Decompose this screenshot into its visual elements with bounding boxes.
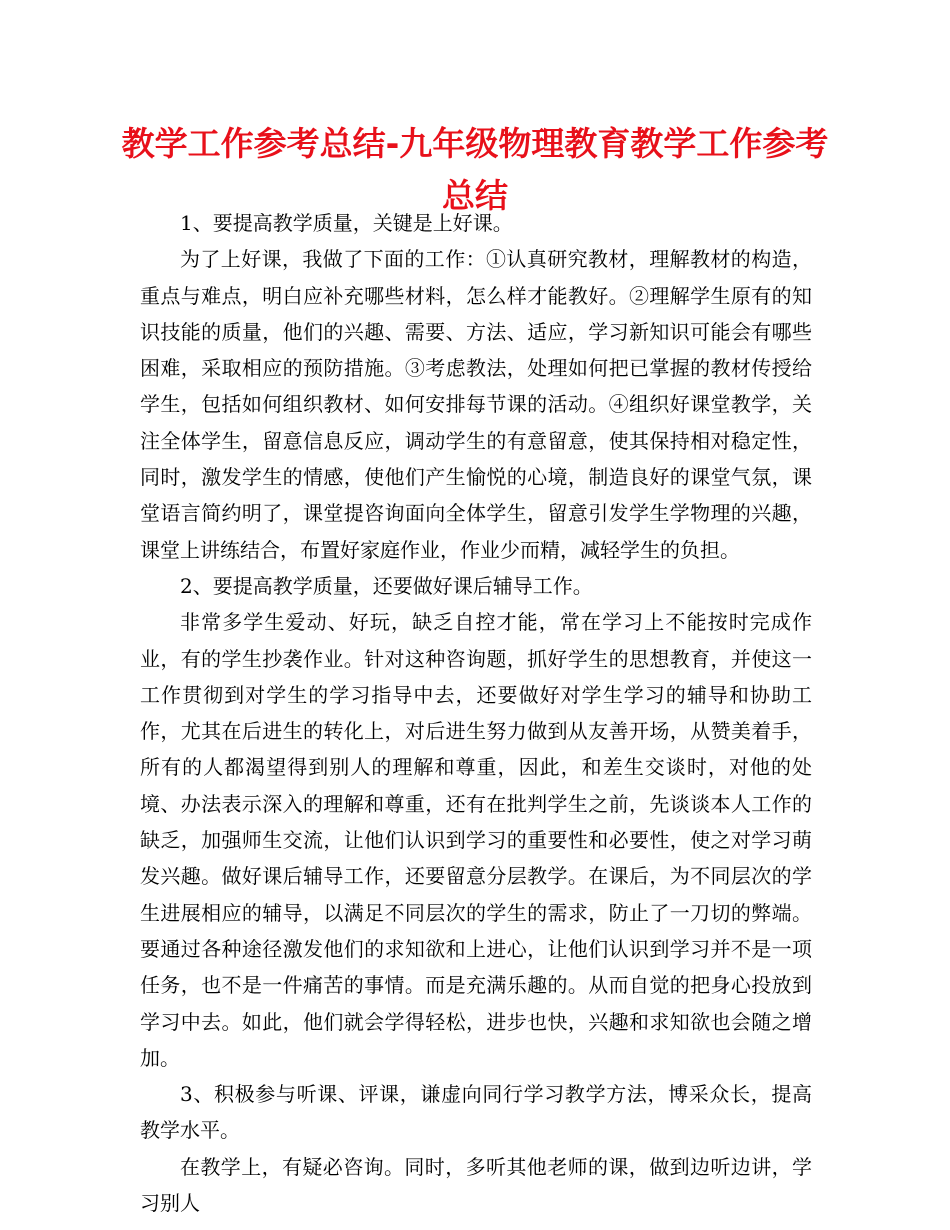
document-title: 教学工作参考总结-九年级物理教育教学工作参考总结 — [121, 124, 829, 215]
section-heading-1: 1、要提高教学质量，关键是上好课。 — [180, 211, 513, 235]
paragraph-after-class-tutoring: 非常多学生爱动、好玩，缺乏自控才能，常在学习上不能按时完成作业，有的学生抄袭作业。针对这种咨询题，抓好学生的思想教育，并使这一工作贯彻到对学生的学习指导中去，还要做好对学生学习的辅导和协助工作，尤其在后进生的转化上，对后进生努力做到从友善开场，从赞美着手，所有的人都渴望得到别人的理解和尊重，因此，和差生交谈时，对他的处境、办法表示深入的理解和尊重，还有在批判学生之前，先谈谈本人工作的缺乏，加强师生交流，让他们认识到学习的重要性和必要性，使之对学习萌发兴趣。做好课后辅导工作，还要留意分层教学。在课后，为不同层次的学生进展相应的辅导，以满足不同层次的学生的需求，防止了一刀切的弊端。要通过各种途径激发他们的求知欲和上进心，让他们认识到学习并不是一项任务，也不是一件痛苦的事情。而是充满乐趣的。从而自觉的把身心投放到学习中去。如此，他们就会学得轻松，进步也快，兴趣和求知欲也会随之增加。 — [140, 610, 812, 1070]
section-heading-2: 2、要提高教学质量，还要做好课后辅导工作。 — [180, 573, 593, 598]
section-heading-3: 3、积极参与听课、评课，谦虚向同行学习教学方法，博采众长，提高教学水平。 — [140, 1082, 812, 1143]
paragraph-lesson-preparation: 为了上好课，我做了下面的工作：①认真研究教材，理解教材的构造，重点与难点，明白应补充哪些材料，怎么样才能教好。②理解学生原有的知识技能的质量，他们的兴趣、需要、方法、适应，学习新知识可能会有哪些困难，采取相应的预防措施。③考虑教法，处理如何把已掌握的教材传授给学生，包括如何组织教材、如何安排每节课的活动。④组织好课堂教学，关注全体学生，留意信息反应，调动学生的有意留意，使其保持相对稳定性，同时，激发学生的情感，使他们产生愉悦的心境，制造良好的课堂气氛，课堂语言简约明了，课堂提咨询面向全体学生，留意引发学生学物理的兴趣，课堂上讲练结合，布置好家庭作业，作业少而精，减轻学生的负担。 — [140, 247, 812, 562]
paragraph-peer-learning: 在教学上，有疑必咨询。同时，多听其他老师的课，做到边听边讲，学习别人 — [140, 1154, 812, 1216]
document-body — [140, 205, 812, 1221]
